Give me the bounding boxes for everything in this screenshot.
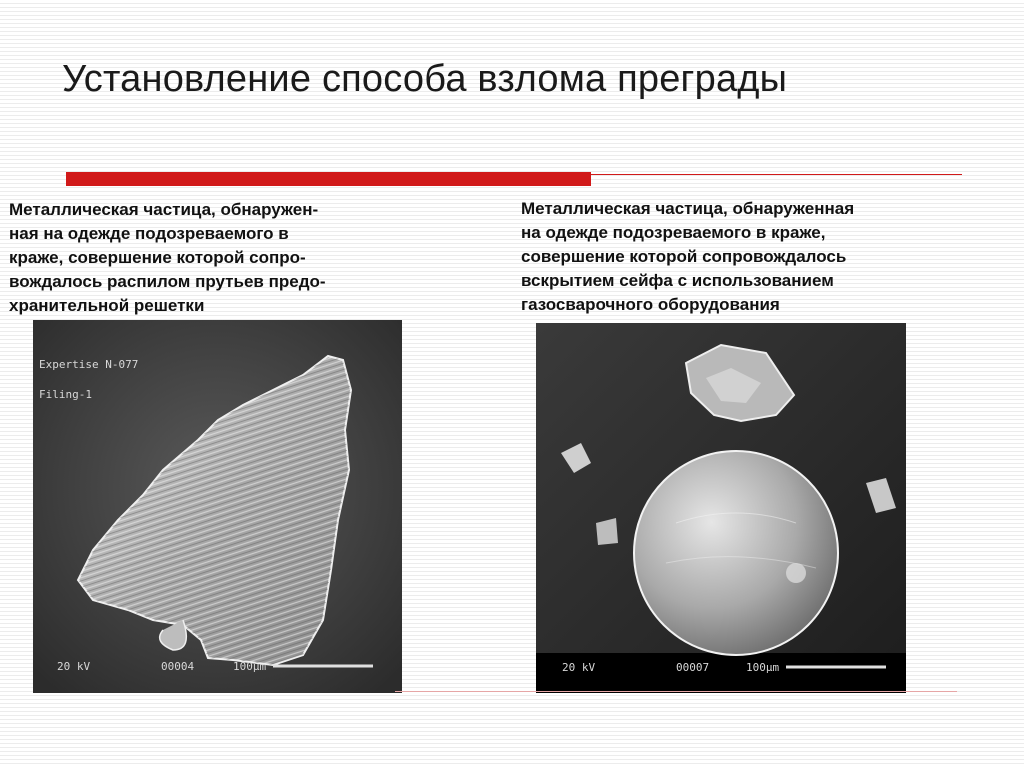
metal-sphere xyxy=(634,451,838,655)
slide-title: Установление способа взлома преграды xyxy=(62,58,788,100)
sem-label-filing: Filing-1 xyxy=(39,388,92,401)
bottom-divider xyxy=(395,691,957,692)
sem-label-scale: 100µm xyxy=(233,660,267,673)
title-divider-thick xyxy=(66,172,591,186)
right-caption: Металлическая частица, обнаруженная на одежде подозреваемого в краже, совершение которой сопровождалось вскрытием сейфа с использованием газосварочного оборудования xyxy=(521,199,855,314)
sem-label-frame: 00007 xyxy=(676,661,710,674)
sem-label-scale: 100µm xyxy=(746,661,780,674)
sem-label-voltage: 20 kV xyxy=(562,661,596,674)
filing-micrograph xyxy=(33,320,402,693)
sem-label-frame: 00004 xyxy=(161,660,195,673)
sphere-micrograph xyxy=(536,323,906,693)
left-caption: Металлическая частица, обнаружен- ная на одежде подозреваемого в краже, совершение которой сопро- вождалось распилом прутьев предо- хранительной решетки xyxy=(9,200,326,315)
sem-label-voltage: 20 kV xyxy=(57,660,91,673)
sem-label-expertise: Expertise N-077 xyxy=(39,358,139,371)
title-divider-thin xyxy=(590,174,962,175)
